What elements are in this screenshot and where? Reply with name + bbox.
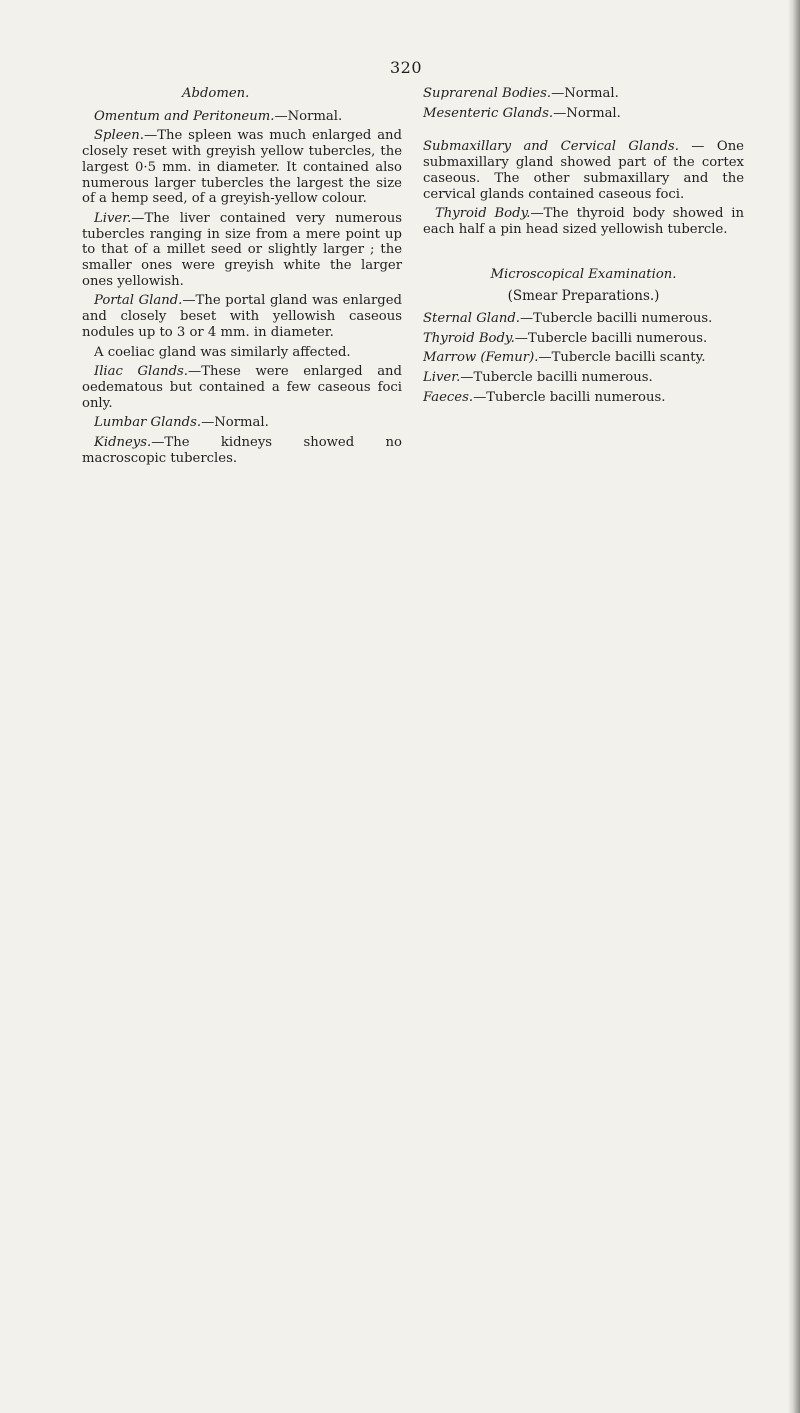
paragraph-spleen [82,128,402,207]
paragraph-faeces [423,390,744,406]
text-faeces: —Tubercle bacilli numerous. [473,389,666,405]
label-submaxillary: Submaxillary and Cervical Glands. [423,139,679,155]
section-heading-microscopical: Microscopical Examination. [490,266,677,282]
paragraph-submaxillary [423,139,744,202]
text-mesenteric: —Normal. [553,105,621,121]
label-lumbar-glands: Lumbar Glands. [94,415,202,431]
label-portal-gland: Portal Gland. [94,293,183,309]
left-column [82,86,402,470]
label-liver: Liver. [94,210,132,226]
label-kidneys: Kidneys. [94,435,152,451]
paragraph-iliac-glands [82,364,402,411]
paragraph-thyroid-bacilli [423,331,744,347]
paragraph-liver-bacilli [423,370,744,386]
text-sternal-gland: —Tubercle bacilli numerous. [519,311,713,327]
label-omentum: Omentum and Peritoneum. [94,108,275,124]
right-column [423,86,744,410]
text-submaxillary: — One submaxillary gland showed part of the cortex caseous. The other submaxillary and the cervical glands contained caseous foci. [423,139,744,202]
page-edge-shadow [788,0,800,1413]
section-heading-abdomen: Abdomen. [182,86,250,101]
paragraph-suprarenal [423,86,744,102]
paragraph-sternal-gland [423,311,744,327]
text-coeliac: A coeliac gland was similarly affected. [94,344,351,360]
paragraph-liver [82,211,402,290]
spacer [423,242,744,267]
section-subheading-smear: (Smear Preparations.) [507,288,660,305]
text-thyroid-body: —The thyroid body showed in each half a pin head sized yellowish tubercle. [423,206,744,237]
paragraph-kidneys [82,435,402,466]
label-iliac-glands: Iliac Glands. [94,364,188,380]
label-faeces: Faeces. [423,389,474,405]
paragraph-omentum [82,109,402,125]
text-liver: —The liver contained very numerous tubercles ranging in size from a mere point up to that of a millet seed or slightly larger ; the smaller ones were greyish white the larger ones yellowish. [82,210,402,289]
text-lumbar-glands: —Normal. [201,415,269,431]
text-liver-bacilli: —Tubercle bacilli numerous. [460,370,653,386]
paragraph-marrow [423,350,744,366]
page-number: 320 [389,58,423,77]
paragraph-lumbar-glands [82,415,402,431]
paragraph-mesenteric [423,106,744,122]
text-portal-gland: —The portal gland was enlarged and closely beset with yellowish caseous nodules up to 3 or 4 mm. in diameter. [82,293,402,340]
label-thyroid-body: Thyroid Body. [435,206,531,222]
label-mesenteric: Mesenteric Glands. [423,105,554,121]
paragraph-portal-gland [82,293,402,340]
label-thyroid-bacilli: Thyroid Body. [423,330,515,346]
paragraph-thyroid-body [423,206,744,237]
text-omentum: —Normal. [274,108,343,124]
label-sternal-gland: Sternal Gland. [423,311,520,327]
label-liver-bacilli: Liver. [423,370,461,386]
text-suprarenal: —Normal. [551,86,619,101]
label-marrow: Marrow (Femur). [423,350,539,366]
text-iliac-glands: —These were enlarged and oedematous but contained a few caseous foci only. [82,364,402,411]
paragraph-coeliac [82,345,402,361]
text-thyroid-bacilli: —Tubercle bacilli numerous. [514,330,708,346]
label-suprarenal: Suprarenal Bodies. [423,86,552,101]
spacer [423,125,744,139]
text-marrow: —Tubercle bacilli scanty. [538,350,706,366]
label-spleen: Spleen. [94,128,144,144]
text-kidneys: —The kidneys showed no macroscopic tubercles. [82,435,402,466]
text-spleen: —The spleen was much enlarged and closely reset with greyish yellow tubercles, the largest 0·5 mm. in diameter. It contained also numerous larger tubercles the largest the size of a hemp seed, of a greyish-yellow colour. [82,128,402,207]
